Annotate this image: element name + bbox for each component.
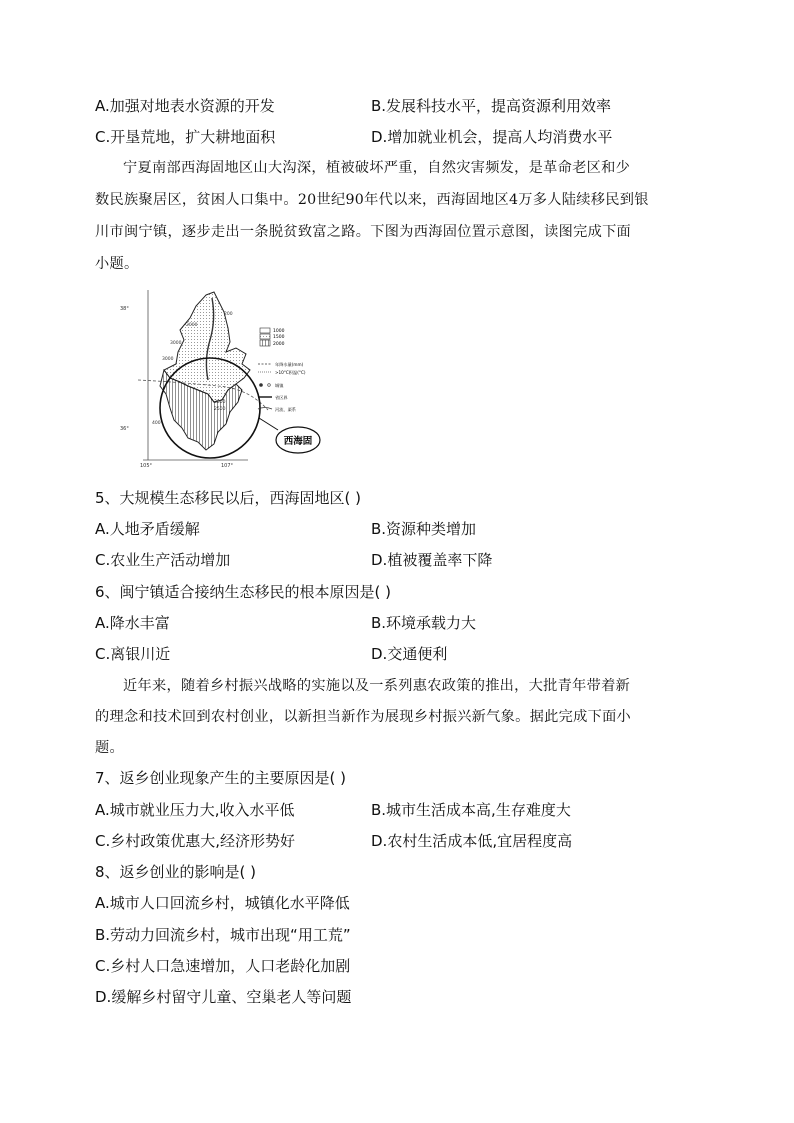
legend-swatch-2000 bbox=[260, 340, 270, 346]
lat-36-label: 36° bbox=[120, 426, 129, 432]
q5-option-c: C.农业生产活动增加 bbox=[95, 551, 231, 569]
passage2-line-3: 题。 bbox=[95, 740, 124, 756]
q7-option-c: C.乡村政策优惠大,经济形势好 bbox=[95, 832, 296, 850]
legend-town-dot-2 bbox=[268, 384, 271, 387]
q5-stem: 5、大规模生态移民以后，西海固地区( ) bbox=[95, 489, 362, 507]
q8-option-a: A.城市人口回流乡村，城镇化水平降低 bbox=[95, 894, 350, 912]
contour-label-7: 400 bbox=[152, 421, 161, 426]
q6-option-d: D.交通便利 bbox=[371, 645, 448, 663]
contour-label-1: 2000 bbox=[186, 323, 198, 328]
q8-option-b: B.劳动力回流乡村，城市出现“用工荒” bbox=[95, 926, 351, 944]
legend-elev-2000: 2000 bbox=[273, 342, 285, 347]
q4-option-b: B.发展科技水平，提高资源利用效率 bbox=[371, 97, 612, 115]
legend-swatch-1500 bbox=[260, 334, 270, 339]
q6-option-b: B.环境承载力大 bbox=[371, 614, 477, 632]
legend-town-label: 城镇 bbox=[275, 383, 284, 388]
q7-option-b: B.城市生活成本高,生存难度大 bbox=[371, 801, 571, 819]
callout-line bbox=[259, 418, 278, 430]
q8-option-c: C.乡村人口急速增加，人口老龄化加剧 bbox=[95, 957, 351, 975]
q4-option-a: A.加强对地表水资源的开发 bbox=[95, 97, 275, 115]
q4-option-d: D.增加就业机会，提高人均消费水平 bbox=[371, 128, 613, 146]
passage1-line-4: 小题。 bbox=[95, 256, 139, 272]
legend-town-dot bbox=[259, 383, 263, 387]
contour-label-6: 200 bbox=[224, 312, 233, 317]
q5-option-a: A.人地矛盾缓解 bbox=[95, 520, 200, 538]
contour-label-3: 3000 bbox=[162, 357, 174, 362]
q7-option-d: D.农村生活成本低,宜居程度高 bbox=[371, 832, 573, 850]
legend-swatch-1000 bbox=[260, 328, 270, 333]
contour-label-5: 2500 bbox=[214, 407, 226, 412]
lat-38-label: 38° bbox=[120, 306, 129, 312]
q6-option-c: C.离银川近 bbox=[95, 645, 171, 663]
lon-105-label: 105° bbox=[140, 463, 153, 469]
contour-label-4: 3000 bbox=[214, 400, 226, 405]
legend-boundary-label: 省区界 bbox=[275, 395, 288, 400]
q7-stem: 7、返乡创业现象产生的主要原因是( ) bbox=[95, 769, 347, 787]
passage1-line-1: 宁夏南部西海固地区山大沟深，植被破坏严重，自然灾害频发，是革命老区和少 bbox=[123, 160, 631, 176]
contour-label-2: 3000 bbox=[170, 341, 182, 346]
q7-option-a: A.城市就业压力大,收入水平低 bbox=[95, 801, 295, 819]
passage2-line-1: 近年来，随着乡村振兴战略的实施以及一系列惠农政策的推出，大批青年带着新 bbox=[123, 678, 631, 694]
q6-stem: 6、闽宁镇适合接纳生态移民的根本原因是( ) bbox=[95, 583, 392, 601]
legend-elev-1000: 1000 bbox=[273, 329, 285, 334]
xihaigu-location-map bbox=[118, 290, 340, 470]
q8-stem: 8、返乡创业的影响是( ) bbox=[95, 863, 257, 881]
legend-isohyet-label: 年降水量(mm) bbox=[275, 362, 304, 367]
map-svg bbox=[118, 290, 340, 470]
passage2-line-2: 的理念和技术回到农村创业，以新担当新作为展现乡村振兴新气象。据此完成下面小 bbox=[95, 709, 632, 725]
q5-option-d: D.植被覆盖率下降 bbox=[371, 551, 493, 569]
q4-option-c: C.开垦荒地，扩大耕地面积 bbox=[95, 128, 276, 146]
legend-accum-temp-label: >10°C积温(°C) bbox=[275, 370, 306, 375]
lon-107-label: 107° bbox=[221, 463, 234, 469]
legend-elev-1500: 1500 bbox=[273, 335, 285, 340]
map-legend bbox=[258, 328, 306, 413]
legend-river-label: 河流、渠系 bbox=[275, 407, 296, 412]
q6-option-a: A.降水丰富 bbox=[95, 614, 170, 632]
passage1-line-2: 数民族聚居区，贫困人口集中。20世纪90年代以来，西海固地区4万多人陆续移民到银 bbox=[95, 192, 649, 208]
q8-option-d: D.缓解乡村留守儿童、空巢老人等问题 bbox=[95, 988, 352, 1006]
callout-label: 西海固 bbox=[283, 436, 313, 447]
passage1-line-3: 川市闽宁镇，逐步走出一条脱贫致富之路。下图为西海固位置示意图，读图完成下面 bbox=[95, 224, 632, 240]
q5-option-b: B.资源种类增加 bbox=[371, 520, 477, 538]
